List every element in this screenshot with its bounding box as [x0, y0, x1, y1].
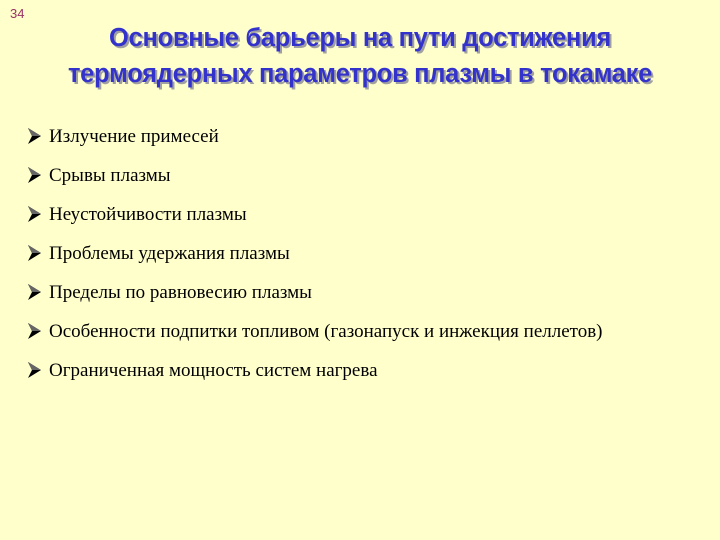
list-item-text: Ограниченная мощность систем нагрева [49, 360, 378, 381]
right-arrowhead-icon [26, 361, 42, 379]
list-item-text: Проблемы удержания плазмы [49, 243, 290, 264]
list-item-text: Особенности подпитки топливом (газонапуск и инжекция пеллетов) [49, 321, 603, 342]
bullet-list [26, 122, 686, 395]
right-arrowhead-icon [26, 205, 42, 223]
list-item [26, 122, 686, 151]
list-item [26, 200, 686, 229]
list-item-text: Срывы плазмы [49, 165, 171, 186]
right-arrowhead-icon [26, 127, 42, 145]
list-item [26, 356, 686, 385]
right-arrowhead-icon [26, 244, 42, 262]
right-arrowhead-icon [26, 322, 42, 340]
list-item-text: Неустойчивости плазмы [49, 204, 247, 225]
list-item [26, 161, 686, 190]
list-item [26, 278, 686, 307]
right-arrowhead-icon [26, 283, 42, 301]
title-line-2: термоядерных параметров плазмы в токамаке [67, 60, 653, 88]
slide-title [0, 20, 720, 92]
list-item [26, 317, 686, 346]
title-line-1: Основные барьеры на пути достижения [109, 24, 611, 52]
list-item-text: Излучение примесей [49, 126, 219, 147]
list-item [26, 239, 686, 268]
slide-number: 34 [10, 6, 25, 21]
right-arrowhead-icon [26, 166, 42, 184]
list-item-text: Пределы по равновесию плазмы [49, 282, 312, 303]
